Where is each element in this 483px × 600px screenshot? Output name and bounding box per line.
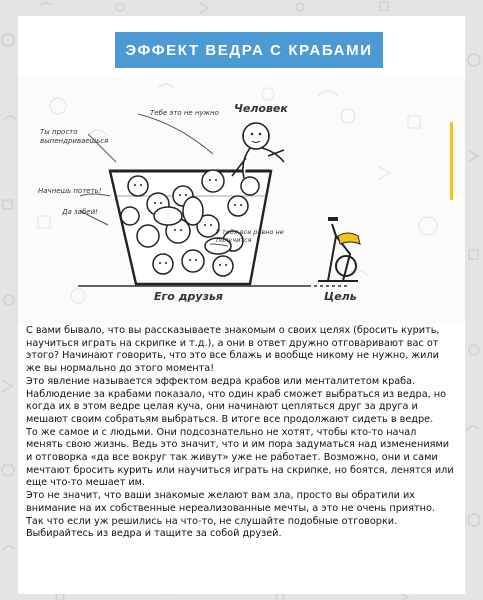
label-goal: Цель bbox=[324, 290, 357, 303]
page-title: ЭФФЕКТ ВЕДРА С КРАБАМИ bbox=[125, 41, 373, 59]
bubble-wont-work: У тебя все равно не получится bbox=[216, 228, 284, 244]
label-friends: Его друзья bbox=[154, 290, 223, 303]
article-paragraph: То же самое и с людьми. Они подсознательно не хотят, чтобы кто-то начал менять свою жизнь. Ведь это значит, что и им пора задуматься над изменениями и отговорка «да все вокруг так живут» уже не работает. Возможно, они и сами мечтают бросить курить или научиться играть на скрипке, но боятся, ленятся или еще что-то мешает им. bbox=[26, 426, 454, 489]
bubble-forget-it: Да забей! bbox=[62, 208, 98, 216]
article-body bbox=[26, 325, 456, 541]
article-paragraph: Это не значит, что ваши знакомые желают вам зла, просто вы обратили их внимание на их собственные нереализованные мечты, а это не очень приятно. bbox=[26, 490, 435, 514]
article-paragraph: Так что если уж решились на что-то, не слушайте подобные отговорки. Выбирайтесь из ведра и тащите за собой друзей. bbox=[26, 515, 398, 540]
article-paragraph: С вами бывало, что вы рассказываете знакомым о своих целях (бросить курить, научиться играть на скрипке и т.д.), а они в ответ дружно отговаривают вас от этого? Начинают говорить, что это все блажь и вообще никому не нужно, жили же вы нормально до этого момента! bbox=[26, 325, 440, 375]
article-card bbox=[18, 16, 465, 594]
crab-bucket-illustration bbox=[18, 76, 465, 324]
bubble-start-sweating: Начнешь потеть! bbox=[38, 187, 102, 195]
bubble-dont-need: Тебе это не нужно bbox=[150, 109, 219, 117]
bubble-showing-off: Ты просто выпендриваешься bbox=[40, 128, 109, 145]
article-paragraph: Это явление называется эффектом ведра крабов или менталитетом краба. Наблюдение за крабами показало, что один краб сможет выбраться из ведра, но когда их в этом ведре целая куча, они начинают цепляться друг за друга и мешают своим собратьям выбраться. В итоге все продолжают сидеть в ведре. bbox=[26, 375, 447, 425]
label-person: Человек bbox=[234, 102, 288, 115]
accent-stripe bbox=[450, 122, 453, 200]
title-banner bbox=[115, 32, 383, 68]
header bbox=[18, 16, 465, 76]
